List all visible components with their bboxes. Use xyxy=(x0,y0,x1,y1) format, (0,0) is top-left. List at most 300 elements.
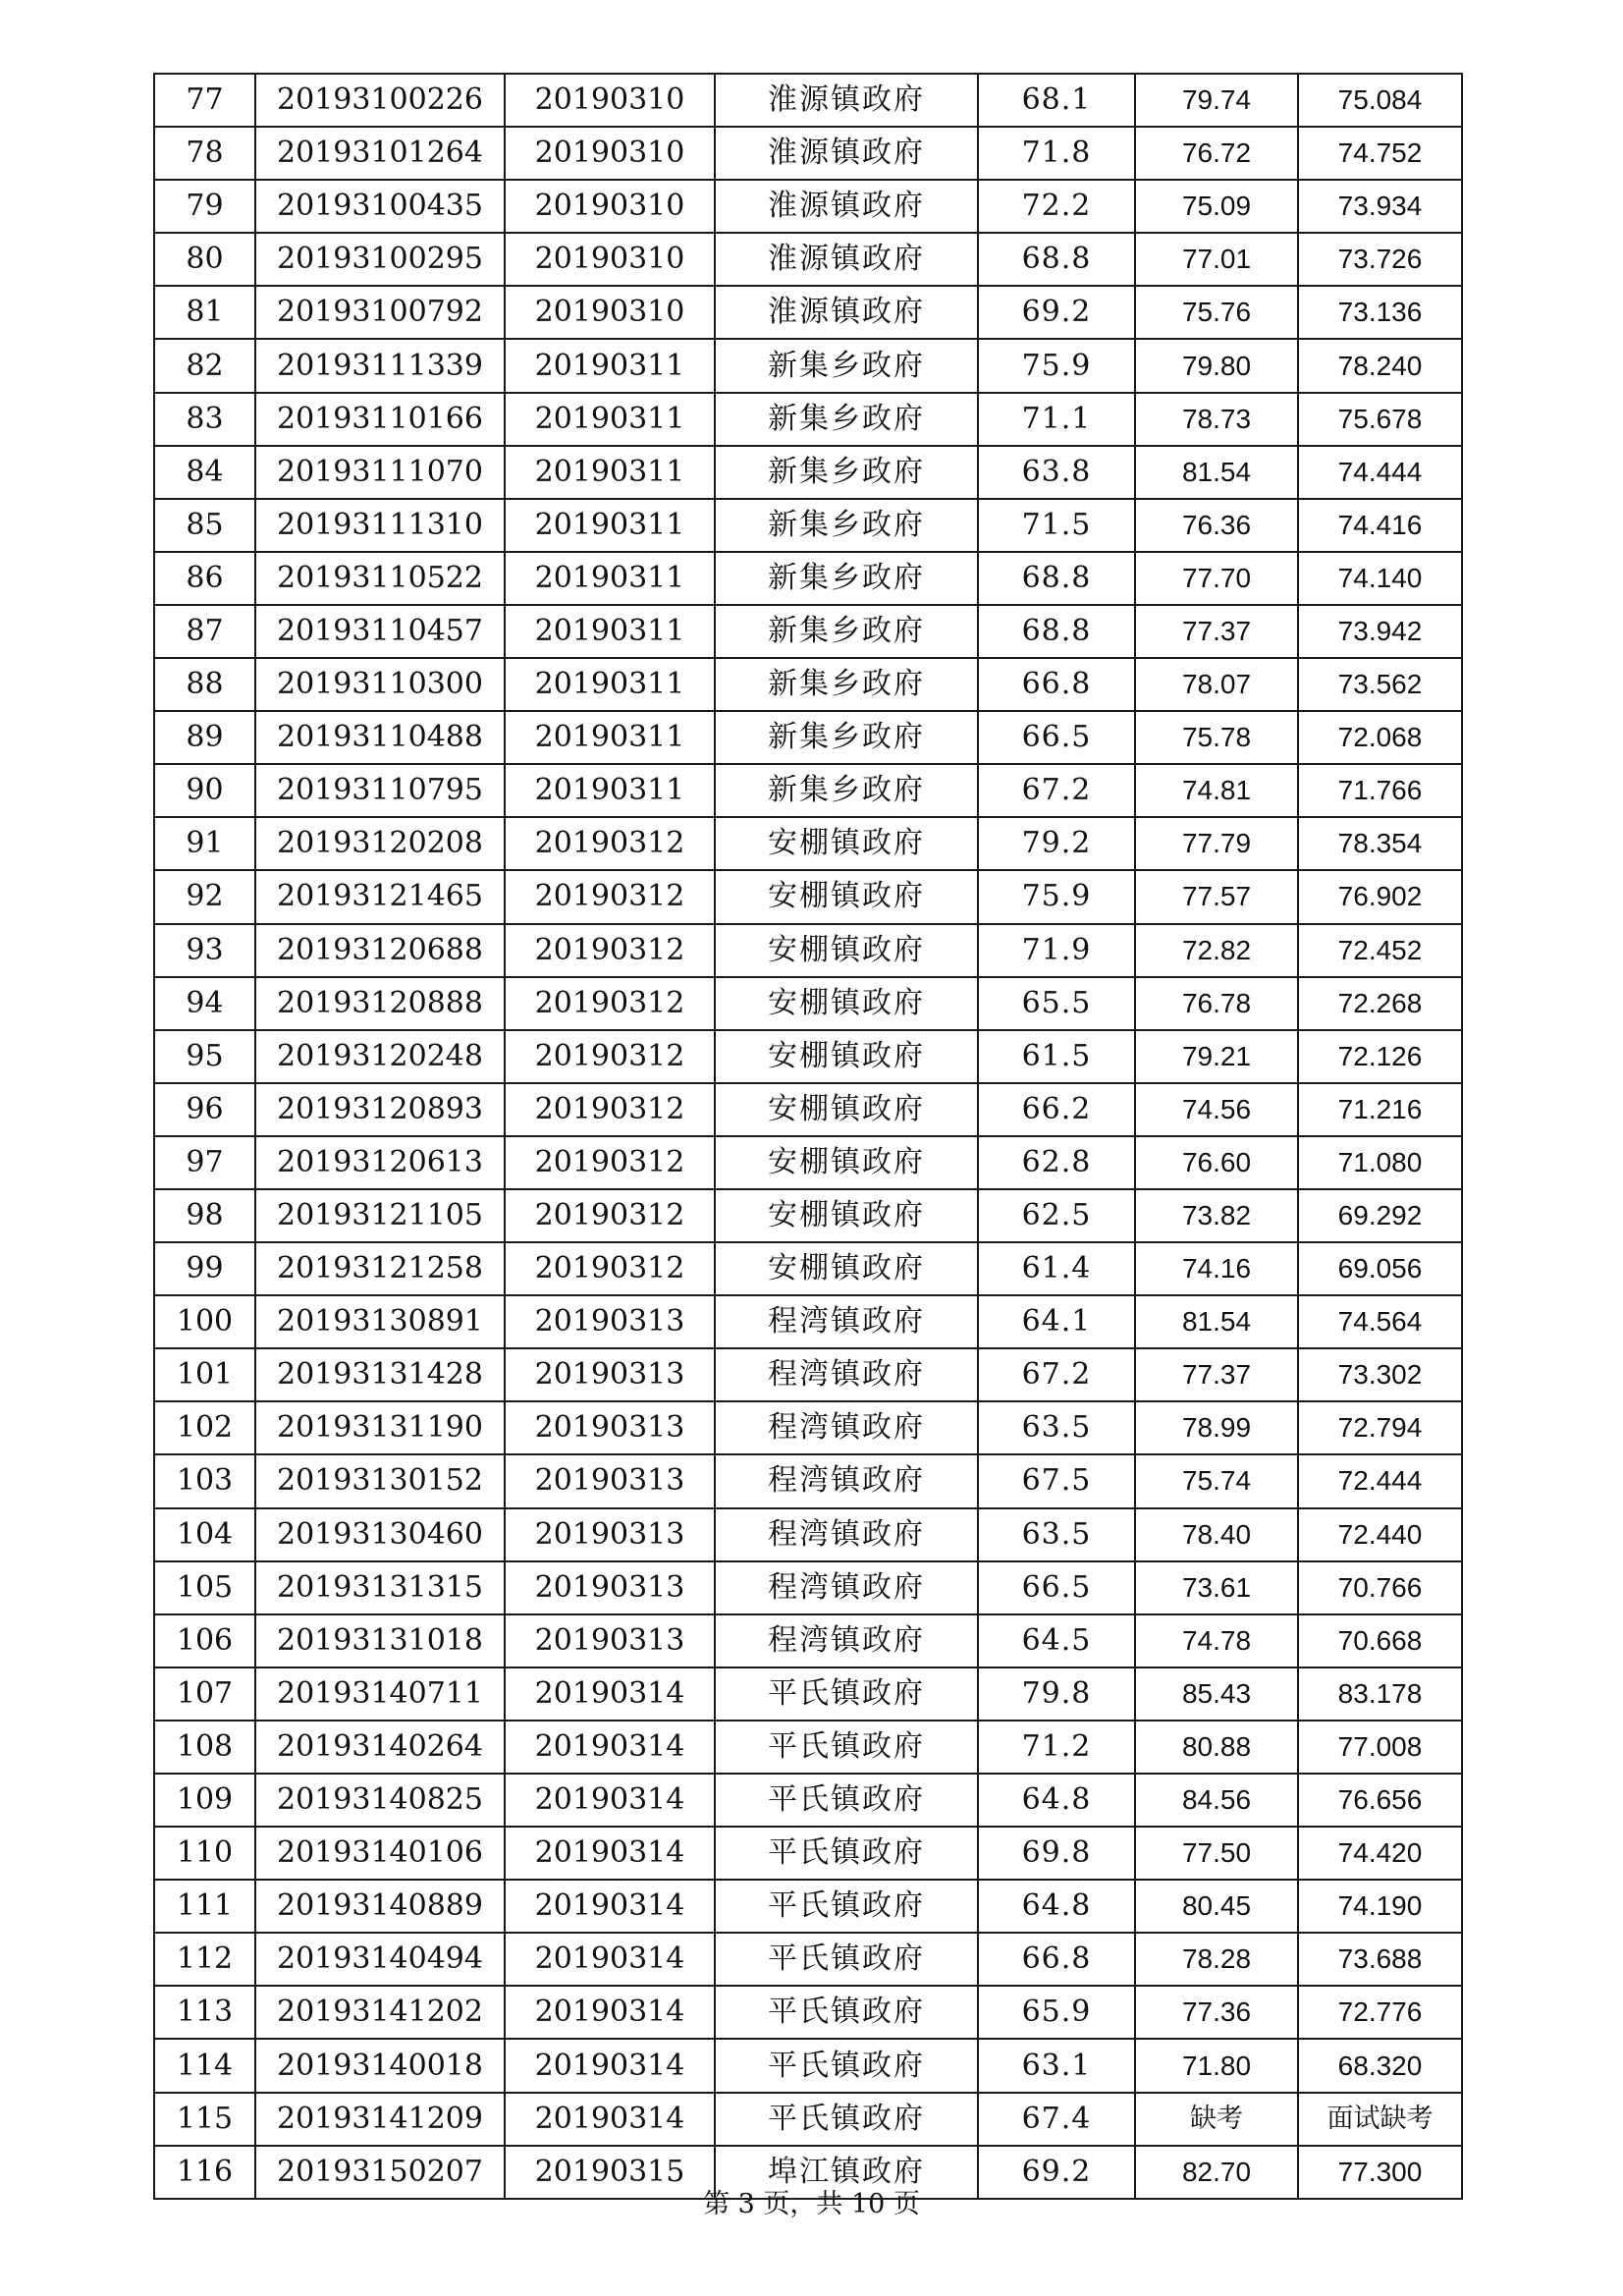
exam-id-cell: 20193110522 xyxy=(255,552,505,605)
exam-id-cell: 20193120688 xyxy=(255,924,505,977)
interview-score-cell: 77.36 xyxy=(1135,1986,1298,2039)
interview-score-cell: 76.72 xyxy=(1135,127,1298,180)
table-row xyxy=(154,817,1462,870)
department-cell: 平氏镇政府 xyxy=(715,1667,978,1721)
interview-score-cell: 77.37 xyxy=(1135,1348,1298,1401)
written-score-cell: 71.8 xyxy=(978,127,1135,180)
written-score-cell: 64.8 xyxy=(978,1774,1135,1827)
table-row xyxy=(154,977,1462,1030)
position-code-cell: 20190311 xyxy=(505,499,715,552)
table-row xyxy=(154,1774,1462,1827)
department-cell: 平氏镇政府 xyxy=(715,1986,978,2039)
interview-score-cell: 75.78 xyxy=(1135,711,1298,764)
exam-id-cell: 20193131190 xyxy=(255,1401,505,1454)
position-code-cell: 20190313 xyxy=(505,1454,715,1507)
seq-cell: 101 xyxy=(154,1348,255,1401)
seq-cell: 82 xyxy=(154,339,255,392)
department-cell: 平氏镇政府 xyxy=(715,1721,978,1774)
position-code-cell: 20190313 xyxy=(505,1348,715,1401)
position-code-cell: 20190314 xyxy=(505,2039,715,2092)
department-cell: 安棚镇政府 xyxy=(715,870,978,923)
department-cell: 淮源镇政府 xyxy=(715,127,978,180)
written-score-cell: 72.2 xyxy=(978,180,1135,233)
position-code-cell: 20190314 xyxy=(505,1721,715,1774)
exam-id-cell: 20193121258 xyxy=(255,1242,505,1295)
seq-cell: 112 xyxy=(154,1933,255,1986)
interview-score-cell: 77.70 xyxy=(1135,552,1298,605)
written-score-cell: 63.5 xyxy=(978,1401,1135,1454)
seq-cell: 86 xyxy=(154,552,255,605)
position-code-cell: 20190310 xyxy=(505,127,715,180)
position-code-cell: 20190311 xyxy=(505,339,715,392)
exam-id-cell: 20193140264 xyxy=(255,1721,505,1774)
seq-cell: 103 xyxy=(154,1454,255,1507)
seq-cell: 81 xyxy=(154,286,255,339)
seq-cell: 97 xyxy=(154,1136,255,1189)
seq-cell: 91 xyxy=(154,817,255,870)
department-cell: 程湾镇政府 xyxy=(715,1508,978,1561)
interview-score-cell: 79.80 xyxy=(1135,339,1298,392)
exam-id-cell: 20193100226 xyxy=(255,74,505,127)
position-code-cell: 20190312 xyxy=(505,1030,715,1083)
department-cell: 程湾镇政府 xyxy=(715,1295,978,1348)
exam-id-cell: 20193111339 xyxy=(255,339,505,392)
exam-id-cell: 20193120248 xyxy=(255,1030,505,1083)
written-score-cell: 64.5 xyxy=(978,1614,1135,1667)
position-code-cell: 20190311 xyxy=(505,764,715,817)
position-code-cell: 20190313 xyxy=(505,1561,715,1614)
total-score-cell: 77.008 xyxy=(1298,1721,1462,1774)
exam-id-cell: 20193100295 xyxy=(255,233,505,286)
position-code-cell: 20190314 xyxy=(505,1933,715,1986)
department-cell: 平氏镇政府 xyxy=(715,1880,978,1933)
seq-cell: 94 xyxy=(154,977,255,1030)
seq-cell: 115 xyxy=(154,2093,255,2146)
interview-score-cell: 76.60 xyxy=(1135,1136,1298,1189)
seq-cell: 113 xyxy=(154,1986,255,2039)
table-row xyxy=(154,658,1462,711)
department-cell: 淮源镇政府 xyxy=(715,286,978,339)
written-score-cell: 64.1 xyxy=(978,1295,1135,1348)
position-code-cell: 20190314 xyxy=(505,1774,715,1827)
position-code-cell: 20190312 xyxy=(505,924,715,977)
written-score-cell: 71.2 xyxy=(978,1721,1135,1774)
written-score-cell: 66.2 xyxy=(978,1083,1135,1136)
department-cell: 平氏镇政府 xyxy=(715,1774,978,1827)
total-score-cell: 74.190 xyxy=(1298,1880,1462,1933)
position-code-cell: 20190310 xyxy=(505,286,715,339)
written-score-cell: 66.5 xyxy=(978,711,1135,764)
position-code-cell: 20190312 xyxy=(505,1083,715,1136)
written-score-cell: 66.5 xyxy=(978,1561,1135,1614)
total-score-cell: 72.444 xyxy=(1298,1454,1462,1507)
total-score-cell: 70.668 xyxy=(1298,1614,1462,1667)
written-score-cell: 68.8 xyxy=(978,552,1135,605)
exam-id-cell: 20193130152 xyxy=(255,1454,505,1507)
position-code-cell: 20190311 xyxy=(505,446,715,499)
written-score-cell: 67.2 xyxy=(978,1348,1135,1401)
department-cell: 新集乡政府 xyxy=(715,605,978,658)
department-cell: 淮源镇政府 xyxy=(715,74,978,127)
total-score-cell: 74.444 xyxy=(1298,446,1462,499)
table-row xyxy=(154,286,1462,339)
seq-cell: 100 xyxy=(154,1295,255,1348)
department-cell: 安棚镇政府 xyxy=(715,924,978,977)
position-code-cell: 20190312 xyxy=(505,1136,715,1189)
table-row xyxy=(154,393,1462,446)
total-score-cell: 75.084 xyxy=(1298,74,1462,127)
table-row xyxy=(154,1880,1462,1933)
position-code-cell: 20190312 xyxy=(505,977,715,1030)
total-score-cell: 面试缺考 xyxy=(1298,2093,1462,2146)
exam-id-cell: 20193131428 xyxy=(255,1348,505,1401)
exam-id-cell: 20193141202 xyxy=(255,1986,505,2039)
position-code-cell: 20190310 xyxy=(505,180,715,233)
interview-score-cell: 80.88 xyxy=(1135,1721,1298,1774)
seq-cell: 88 xyxy=(154,658,255,711)
position-code-cell: 20190310 xyxy=(505,74,715,127)
exam-id-cell: 20193100435 xyxy=(255,180,505,233)
seq-cell: 92 xyxy=(154,870,255,923)
written-score-cell: 68.8 xyxy=(978,233,1135,286)
department-cell: 安棚镇政府 xyxy=(715,817,978,870)
total-score-cell: 83.178 xyxy=(1298,1667,1462,1721)
position-code-cell: 20190312 xyxy=(505,1189,715,1242)
exam-id-cell: 20193130460 xyxy=(255,1508,505,1561)
interview-score-cell: 73.82 xyxy=(1135,1189,1298,1242)
total-score-cell: 72.440 xyxy=(1298,1508,1462,1561)
total-score-cell: 71.080 xyxy=(1298,1136,1462,1189)
written-score-cell: 69.2 xyxy=(978,2146,1135,2199)
written-score-cell: 62.5 xyxy=(978,1189,1135,1242)
written-score-cell: 62.8 xyxy=(978,1136,1135,1189)
seq-cell: 78 xyxy=(154,127,255,180)
written-score-cell: 68.1 xyxy=(978,74,1135,127)
exam-id-cell: 20193110300 xyxy=(255,658,505,711)
position-code-cell: 20190314 xyxy=(505,1986,715,2039)
exam-id-cell: 20193110488 xyxy=(255,711,505,764)
table-row xyxy=(154,499,1462,552)
table-row xyxy=(154,764,1462,817)
position-code-cell: 20190314 xyxy=(505,1880,715,1933)
department-cell: 安棚镇政府 xyxy=(715,1083,978,1136)
interview-score-cell: 77.57 xyxy=(1135,870,1298,923)
exam-id-cell: 20193120208 xyxy=(255,817,505,870)
exam-id-cell: 20193141209 xyxy=(255,2093,505,2146)
table-row xyxy=(154,1454,1462,1507)
total-score-cell: 74.564 xyxy=(1298,1295,1462,1348)
table-row xyxy=(154,1721,1462,1774)
table-row xyxy=(154,552,1462,605)
interview-score-cell: 74.81 xyxy=(1135,764,1298,817)
interview-score-cell: 75.09 xyxy=(1135,180,1298,233)
written-score-cell: 68.8 xyxy=(978,605,1135,658)
total-score-cell: 73.302 xyxy=(1298,1348,1462,1401)
position-code-cell: 20190311 xyxy=(505,711,715,764)
department-cell: 平氏镇政府 xyxy=(715,1933,978,1986)
exam-id-cell: 20193140889 xyxy=(255,1880,505,1933)
exam-id-cell: 20193110457 xyxy=(255,605,505,658)
seq-cell: 84 xyxy=(154,446,255,499)
table-row xyxy=(154,1295,1462,1348)
seq-cell: 111 xyxy=(154,1880,255,1933)
total-score-cell: 72.068 xyxy=(1298,711,1462,764)
written-score-cell: 67.2 xyxy=(978,764,1135,817)
position-code-cell: 20190314 xyxy=(505,1827,715,1880)
position-code-cell: 20190312 xyxy=(505,817,715,870)
total-score-cell: 69.056 xyxy=(1298,1242,1462,1295)
interview-score-cell: 76.78 xyxy=(1135,977,1298,1030)
table-row xyxy=(154,1561,1462,1614)
exam-id-cell: 20193120888 xyxy=(255,977,505,1030)
table-row xyxy=(154,1136,1462,1189)
written-score-cell: 66.8 xyxy=(978,658,1135,711)
department-cell: 程湾镇政府 xyxy=(715,1401,978,1454)
interview-score-cell: 81.54 xyxy=(1135,1295,1298,1348)
table-row xyxy=(154,1667,1462,1721)
exam-id-cell: 20193111310 xyxy=(255,499,505,552)
interview-score-cell: 73.61 xyxy=(1135,1561,1298,1614)
exam-id-cell: 20193101264 xyxy=(255,127,505,180)
total-score-cell: 78.240 xyxy=(1298,339,1462,392)
table-row xyxy=(154,233,1462,286)
written-score-cell: 61.4 xyxy=(978,1242,1135,1295)
seq-cell: 116 xyxy=(154,2146,255,2199)
position-code-cell: 20190313 xyxy=(505,1508,715,1561)
total-score-cell: 76.656 xyxy=(1298,1774,1462,1827)
total-score-cell: 73.934 xyxy=(1298,180,1462,233)
position-code-cell: 20190311 xyxy=(505,552,715,605)
seq-cell: 99 xyxy=(154,1242,255,1295)
table-row xyxy=(154,1242,1462,1295)
exam-id-cell: 20193120613 xyxy=(255,1136,505,1189)
position-code-cell: 20190312 xyxy=(505,870,715,923)
seq-cell: 107 xyxy=(154,1667,255,1721)
interview-score-cell: 76.36 xyxy=(1135,499,1298,552)
interview-score-cell: 78.28 xyxy=(1135,1933,1298,1986)
interview-score-cell: 85.43 xyxy=(1135,1667,1298,1721)
department-cell: 平氏镇政府 xyxy=(715,2093,978,2146)
interview-score-cell: 74.56 xyxy=(1135,1083,1298,1136)
interview-score-cell: 77.01 xyxy=(1135,233,1298,286)
total-score-cell: 73.726 xyxy=(1298,233,1462,286)
seq-cell: 102 xyxy=(154,1401,255,1454)
written-score-cell: 75.9 xyxy=(978,339,1135,392)
written-score-cell: 67.4 xyxy=(978,2093,1135,2146)
total-score-cell: 77.300 xyxy=(1298,2146,1462,2199)
table-row xyxy=(154,446,1462,499)
department-cell: 新集乡政府 xyxy=(715,711,978,764)
table-row xyxy=(154,127,1462,180)
position-code-cell: 20190311 xyxy=(505,393,715,446)
total-score-cell: 73.136 xyxy=(1298,286,1462,339)
written-score-cell: 63.8 xyxy=(978,446,1135,499)
written-score-cell: 66.8 xyxy=(978,1933,1135,1986)
exam-id-cell: 20193150207 xyxy=(255,2146,505,2199)
department-cell: 程湾镇政府 xyxy=(715,1561,978,1614)
interview-score-cell: 84.56 xyxy=(1135,1774,1298,1827)
total-score-cell: 72.126 xyxy=(1298,1030,1462,1083)
department-cell: 新集乡政府 xyxy=(715,446,978,499)
seq-cell: 95 xyxy=(154,1030,255,1083)
department-cell: 平氏镇政府 xyxy=(715,1827,978,1880)
interview-score-cell: 78.40 xyxy=(1135,1508,1298,1561)
total-score-cell: 72.794 xyxy=(1298,1401,1462,1454)
table-row xyxy=(154,1401,1462,1454)
seq-cell: 108 xyxy=(154,1721,255,1774)
position-code-cell: 20190315 xyxy=(505,2146,715,2199)
interview-score-cell: 82.70 xyxy=(1135,2146,1298,2199)
written-score-cell: 79.2 xyxy=(978,817,1135,870)
table-row xyxy=(154,1083,1462,1136)
department-cell: 安棚镇政府 xyxy=(715,1030,978,1083)
exam-id-cell: 20193121465 xyxy=(255,870,505,923)
written-score-cell: 79.8 xyxy=(978,1667,1135,1721)
table-row xyxy=(154,74,1462,127)
department-cell: 新集乡政府 xyxy=(715,499,978,552)
total-score-cell: 74.416 xyxy=(1298,499,1462,552)
written-score-cell: 64.8 xyxy=(978,1880,1135,1933)
exam-id-cell: 20193140018 xyxy=(255,2039,505,2092)
total-score-cell: 74.140 xyxy=(1298,552,1462,605)
total-score-cell: 73.942 xyxy=(1298,605,1462,658)
written-score-cell: 63.5 xyxy=(978,1508,1135,1561)
exam-id-cell: 20193130891 xyxy=(255,1295,505,1348)
interview-score-cell: 78.07 xyxy=(1135,658,1298,711)
seq-cell: 110 xyxy=(154,1827,255,1880)
seq-cell: 93 xyxy=(154,924,255,977)
interview-score-cell: 77.37 xyxy=(1135,605,1298,658)
seq-cell: 90 xyxy=(154,764,255,817)
department-cell: 安棚镇政府 xyxy=(715,1136,978,1189)
table-row xyxy=(154,1030,1462,1083)
table-row xyxy=(154,1827,1462,1880)
written-score-cell: 71.1 xyxy=(978,393,1135,446)
total-score-cell: 71.216 xyxy=(1298,1083,1462,1136)
department-cell: 程湾镇政府 xyxy=(715,1348,978,1401)
table-row xyxy=(154,1348,1462,1401)
table-row xyxy=(154,2039,1462,2092)
table-row xyxy=(154,1189,1462,1242)
table-row xyxy=(154,605,1462,658)
interview-score-cell: 79.74 xyxy=(1135,74,1298,127)
total-score-cell: 68.320 xyxy=(1298,2039,1462,2092)
exam-id-cell: 20193131315 xyxy=(255,1561,505,1614)
written-score-cell: 65.9 xyxy=(978,1986,1135,2039)
interview-score-cell: 75.74 xyxy=(1135,1454,1298,1507)
table-row xyxy=(154,1986,1462,2039)
total-score-cell: 69.292 xyxy=(1298,1189,1462,1242)
exam-id-cell: 20193140106 xyxy=(255,1827,505,1880)
position-code-cell: 20190311 xyxy=(505,658,715,711)
position-code-cell: 20190313 xyxy=(505,1295,715,1348)
table-row xyxy=(154,1933,1462,1986)
written-score-cell: 65.5 xyxy=(978,977,1135,1030)
position-code-cell: 20190310 xyxy=(505,233,715,286)
seq-cell: 114 xyxy=(154,2039,255,2092)
interview-score-cell: 77.79 xyxy=(1135,817,1298,870)
department-cell: 新集乡政府 xyxy=(715,339,978,392)
page-footer: 第 3 页，共 10 页 xyxy=(703,2189,920,2219)
total-score-cell: 74.420 xyxy=(1298,1827,1462,1880)
seq-cell: 79 xyxy=(154,180,255,233)
exam-id-cell: 20193110166 xyxy=(255,393,505,446)
total-score-cell: 72.268 xyxy=(1298,977,1462,1030)
seq-cell: 87 xyxy=(154,605,255,658)
total-score-cell: 73.688 xyxy=(1298,1933,1462,1986)
written-score-cell: 69.2 xyxy=(978,286,1135,339)
position-code-cell: 20190312 xyxy=(505,1242,715,1295)
table-row xyxy=(154,711,1462,764)
interview-score-cell: 78.73 xyxy=(1135,393,1298,446)
total-score-cell: 72.452 xyxy=(1298,924,1462,977)
interview-score-cell: 74.16 xyxy=(1135,1242,1298,1295)
position-code-cell: 20190313 xyxy=(505,1401,715,1454)
score-table xyxy=(153,73,1463,2200)
written-score-cell: 71.9 xyxy=(978,924,1135,977)
department-cell: 新集乡政府 xyxy=(715,764,978,817)
interview-score-cell: 缺考 xyxy=(1135,2093,1298,2146)
position-code-cell: 20190311 xyxy=(505,605,715,658)
written-score-cell: 71.5 xyxy=(978,499,1135,552)
seq-cell: 85 xyxy=(154,499,255,552)
position-code-cell: 20190313 xyxy=(505,1614,715,1667)
department-cell: 平氏镇政府 xyxy=(715,2039,978,2092)
interview-score-cell: 75.76 xyxy=(1135,286,1298,339)
total-score-cell: 78.354 xyxy=(1298,817,1462,870)
interview-score-cell: 78.99 xyxy=(1135,1401,1298,1454)
table-row xyxy=(154,339,1462,392)
interview-score-cell: 74.78 xyxy=(1135,1614,1298,1667)
interview-score-cell: 72.82 xyxy=(1135,924,1298,977)
exam-id-cell: 20193100792 xyxy=(255,286,505,339)
exam-id-cell: 20193121105 xyxy=(255,1189,505,1242)
written-score-cell: 61.5 xyxy=(978,1030,1135,1083)
department-cell: 安棚镇政府 xyxy=(715,977,978,1030)
seq-cell: 104 xyxy=(154,1508,255,1561)
exam-id-cell: 20193140825 xyxy=(255,1774,505,1827)
written-score-cell: 69.8 xyxy=(978,1827,1135,1880)
exam-id-cell: 20193140711 xyxy=(255,1667,505,1721)
seq-cell: 106 xyxy=(154,1614,255,1667)
seq-cell: 83 xyxy=(154,393,255,446)
department-cell: 新集乡政府 xyxy=(715,552,978,605)
exam-id-cell: 20193140494 xyxy=(255,1933,505,1986)
table-row xyxy=(154,180,1462,233)
total-score-cell: 76.902 xyxy=(1298,870,1462,923)
position-code-cell: 20190314 xyxy=(505,2093,715,2146)
exam-id-cell: 20193110795 xyxy=(255,764,505,817)
department-cell: 淮源镇政府 xyxy=(715,180,978,233)
department-cell: 程湾镇政府 xyxy=(715,1614,978,1667)
total-score-cell: 74.752 xyxy=(1298,127,1462,180)
department-cell: 安棚镇政府 xyxy=(715,1242,978,1295)
table-row xyxy=(154,1508,1462,1561)
total-score-cell: 71.766 xyxy=(1298,764,1462,817)
seq-cell: 105 xyxy=(154,1561,255,1614)
written-score-cell: 75.9 xyxy=(978,870,1135,923)
interview-score-cell: 79.21 xyxy=(1135,1030,1298,1083)
department-cell: 程湾镇政府 xyxy=(715,1454,978,1507)
table-row xyxy=(154,2093,1462,2146)
position-code-cell: 20190314 xyxy=(505,1667,715,1721)
department-cell: 新集乡政府 xyxy=(715,658,978,711)
written-score-cell: 63.1 xyxy=(978,2039,1135,2092)
department-cell: 埠江镇政府 xyxy=(715,2146,978,2199)
interview-score-cell: 77.50 xyxy=(1135,1827,1298,1880)
department-cell: 新集乡政府 xyxy=(715,393,978,446)
seq-cell: 98 xyxy=(154,1189,255,1242)
